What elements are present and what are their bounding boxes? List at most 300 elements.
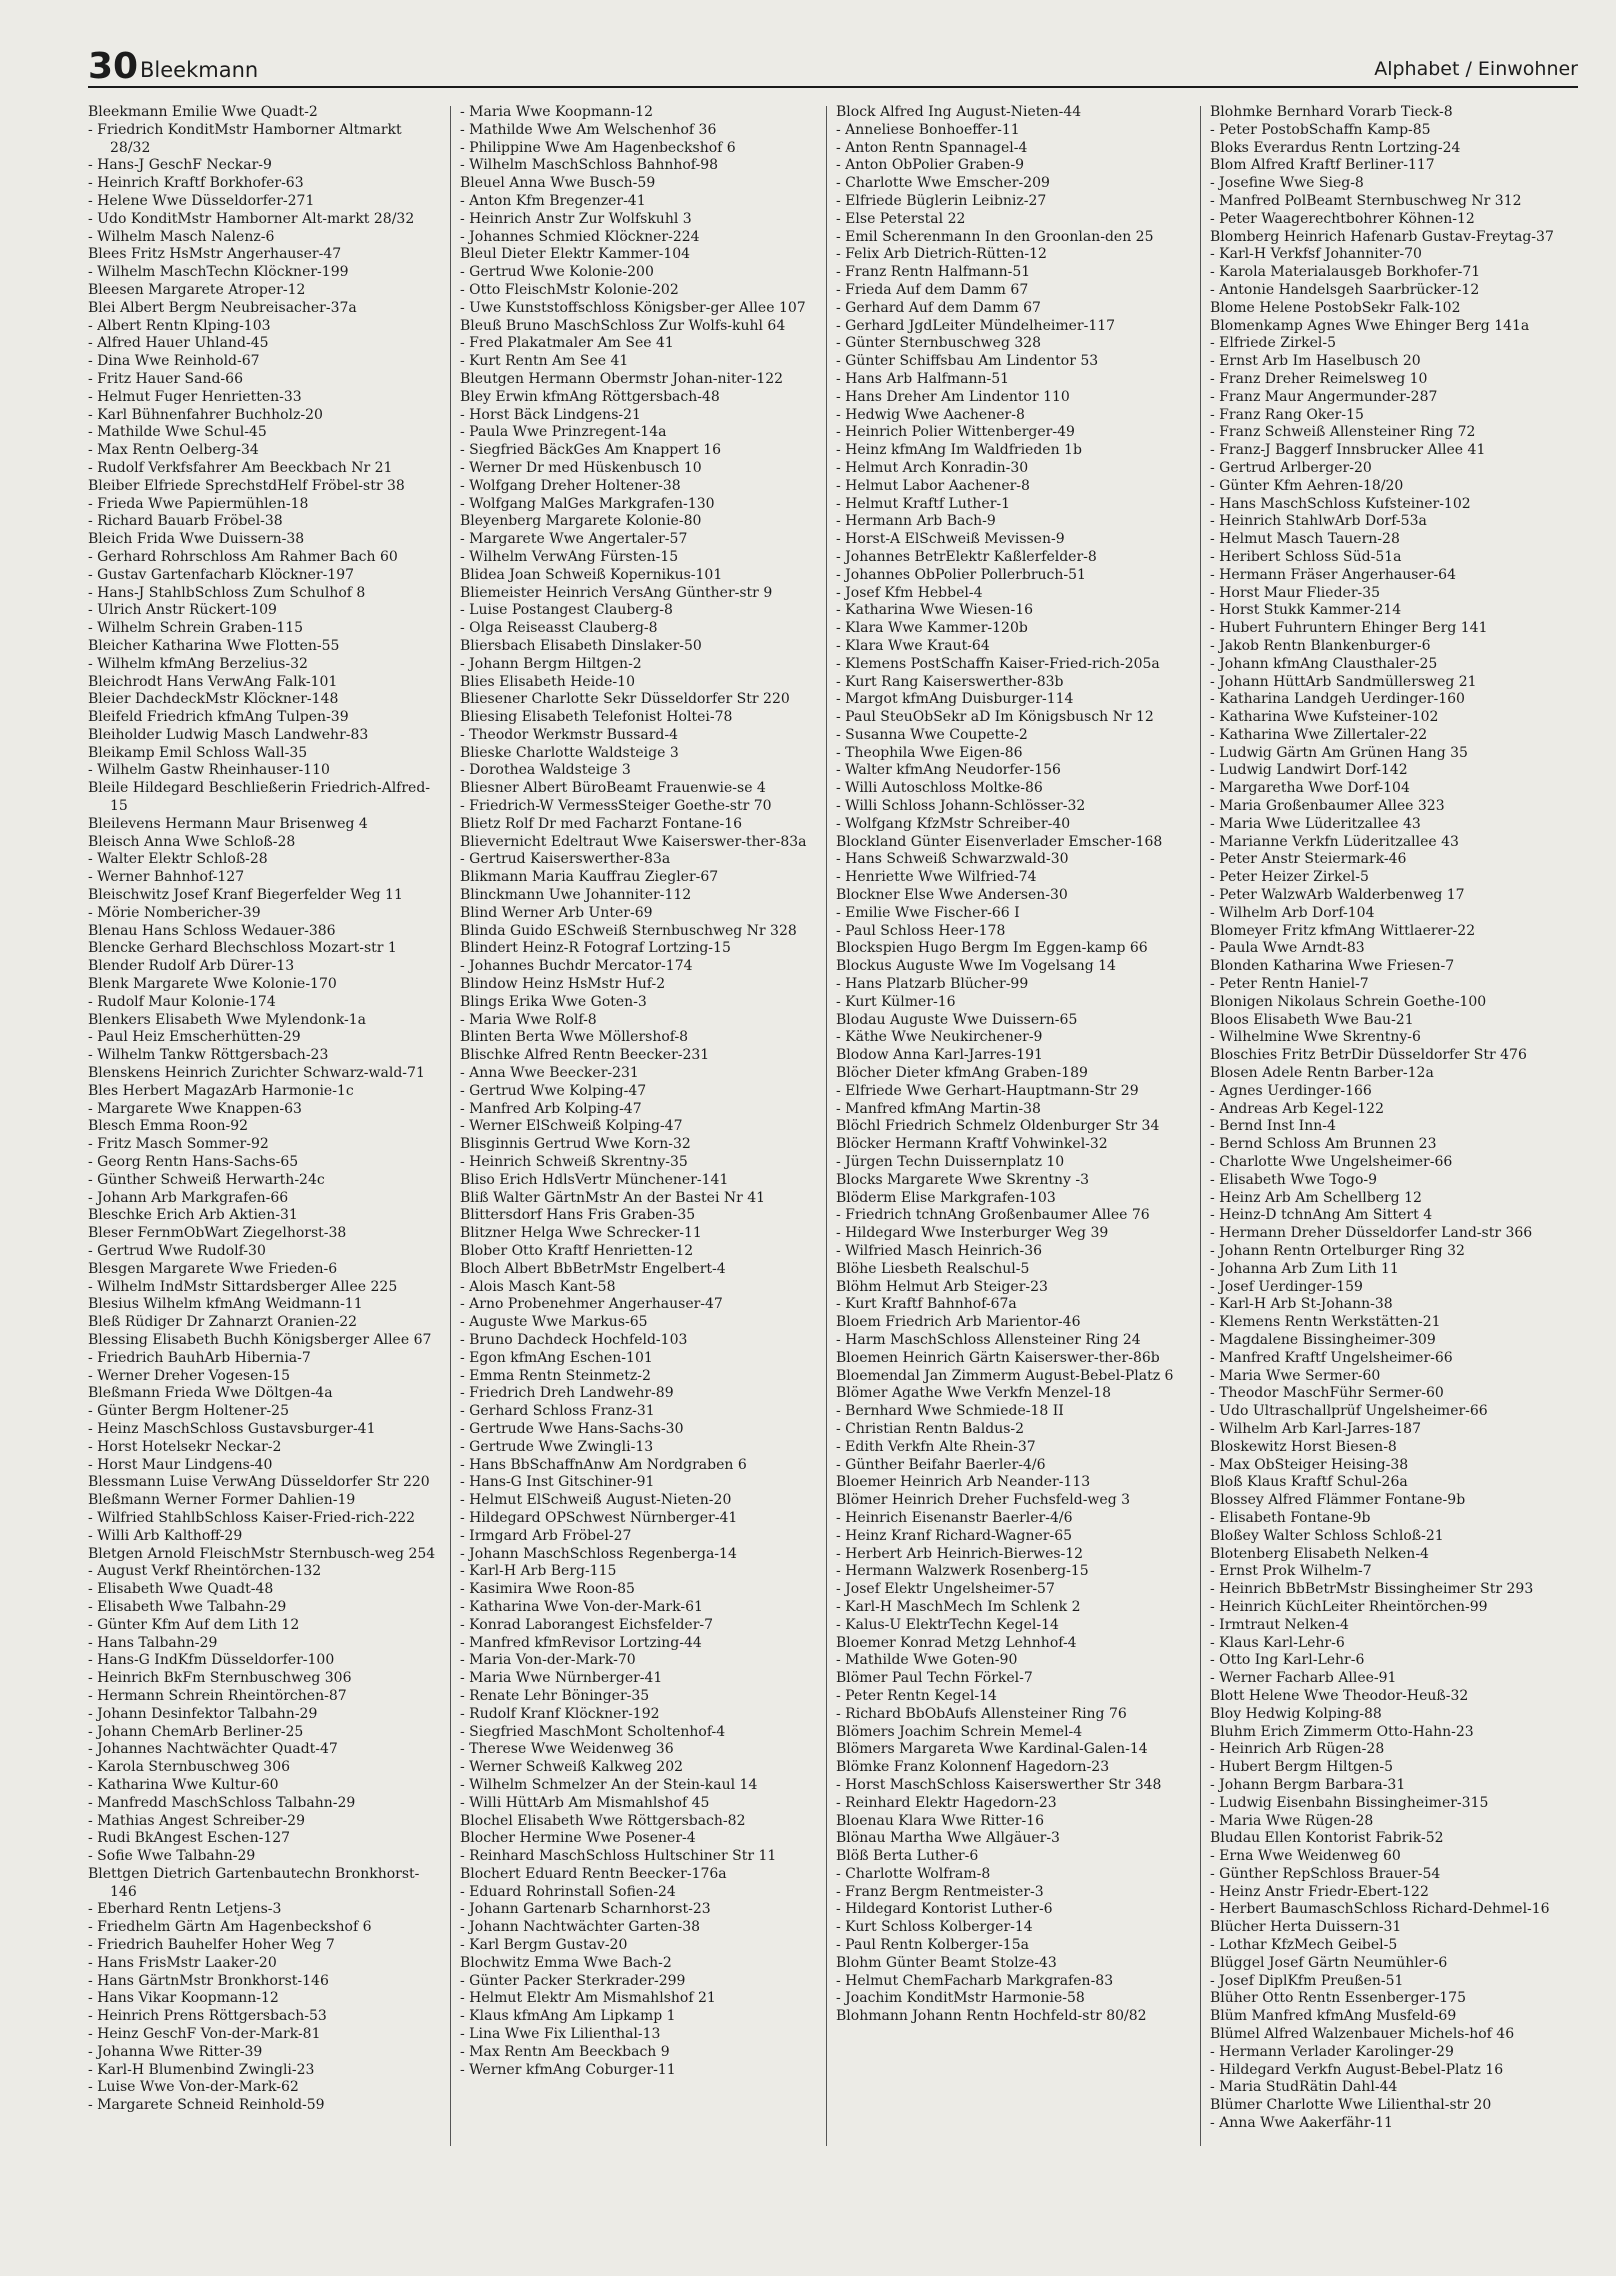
directory-entry: - Gerhard Rohrschloss Am Rahmer Bach 60	[88, 548, 398, 565]
directory-entry: - Franz Rentn Halfmann-51	[836, 264, 1031, 281]
directory-entry: Blober Otto Kraftf Henrietten-12	[460, 1243, 694, 1259]
directory-entry: Blitzner Helga Wwe Schrecker-11	[460, 1225, 702, 1242]
directory-entry: Blisginnis Gertrud Wwe Korn-32	[460, 1136, 691, 1153]
directory-entry: - Hans FrisMstr Laaker-20	[88, 1954, 277, 1971]
directory-entry: - Hans Vikar Koopmann-12	[88, 1990, 279, 2007]
directory-entry: Blenskens Heinrich Zurichter Schwarz-wald-71	[88, 1065, 425, 1082]
directory-entry: Bleiholder Ludwig Masch Landwehr-83	[88, 726, 369, 743]
directory-entry: - Manfred PolBeamt Sternbuschweg Nr 312	[1210, 192, 1522, 209]
directory-entry: Blohm Günter Beamt Stolze-43	[836, 1954, 1057, 1971]
directory-entry: - Horst Bäck Lindgens-21	[460, 406, 641, 423]
directory-entry: Blomeyer Fritz kfmAng Wittlaerer-22	[1210, 922, 1476, 939]
directory-entry: - Helmut Fuger Henrietten-33	[88, 388, 302, 405]
directory-entry: Bloem Friedrich Arb Marientor-46	[836, 1314, 1081, 1331]
directory-entry: - Wilhelm IndMstr Sittardsberger Allee 225	[88, 1278, 398, 1295]
directory-entry: - Josef Uerdinger-159	[1210, 1278, 1363, 1295]
directory-entry: - Heinrich Prens Röttgersbach-53	[88, 2008, 327, 2025]
directory-entry: - Günter Sternbuschweg 328	[836, 335, 1042, 352]
directory-entry: Blohmke Bernhard Vorarb Tieck-8	[1210, 104, 1453, 120]
directory-entry: - Margarete Schneid Reinhold-59	[88, 2097, 325, 2114]
directory-entry: - Johann Desinfektor Talbahn-29	[88, 1705, 318, 1722]
directory-entry: Bleich Frida Wwe Duissern-38	[88, 531, 305, 548]
directory-entry: - Kurt Rang Kaiserswerther-83b	[836, 673, 1064, 690]
directory-entry: - Hans GärtnMstr Bronkhorst-146	[88, 1972, 329, 1989]
directory-entry: - Richard Bauarb Fröbel-38	[88, 513, 283, 530]
directory-entry: Blischke Alfred Rentn Beecker-231	[460, 1047, 710, 1064]
directory-entry: - Wilhelm Masch Nalenz-6	[88, 228, 275, 245]
directory-entry: - Hans Platzarb Blücher-99	[836, 976, 1029, 993]
directory-entry: - Rudi BkAngest Eschen-127	[88, 1830, 291, 1847]
directory-entry: - Heinrich BbBetrMstr Bissingheimer Str 293	[1210, 1581, 1534, 1598]
directory-entry: - Wilhelmine Wwe Skrentny-6	[1210, 1029, 1421, 1046]
directory-entry: Bleßmann Frieda Wwe Döltgen-4a	[88, 1385, 333, 1402]
directory-entry: - Wilhelm MaschTechn Klöckner-199	[88, 264, 349, 281]
directory-entry: - Gertrude Wwe Zwingli-13	[460, 1438, 654, 1455]
directory-entry: - Helmut Elektr Am Mismahlshof 21	[460, 1990, 716, 2007]
directory-entry: - Peter Heizer Zirkel-5	[1210, 869, 1369, 886]
directory-entry: Bleß Rüdiger Dr Zahnarzt Oranien-22	[88, 1314, 358, 1331]
directory-entry: - Johann Bergm Barbara-31	[1210, 1776, 1406, 1793]
directory-entry: - Margarete Wwe Angertaler-57	[460, 531, 688, 548]
directory-entry: Blöcker Hermann Kraftf Vohwinkel-32	[836, 1136, 1108, 1153]
directory-entry: Bliemeister Heinrich VersAng Günther-str 9	[460, 584, 773, 601]
directory-entry: - Irmgard Arb Fröbel-27	[460, 1527, 632, 1544]
directory-entry: - Olga Reiseasst Clauberg-8	[460, 620, 658, 637]
directory-entry: - Johann ChemArb Berliner-25	[88, 1723, 304, 1740]
directory-entry: - Theodor Werkmstr Bussard-4	[460, 726, 679, 743]
directory-entry: - Philippine Wwe Am Hagenbeckshof 6	[460, 139, 736, 156]
directory-entry: - Horst Maur Flieder-35	[1210, 584, 1381, 601]
directory-entry: Bleiber Elfriede SprechstdHelf Fröbel-str 38	[88, 477, 405, 494]
directory-entry: Bleuß Bruno MaschSchloss Zur Wolfs-kuhl 64	[460, 317, 786, 334]
directory-entry: - Hildegard Verkfn August-Bebel-Platz 16	[1210, 2061, 1504, 2078]
directory-entry: - Heinrich Polier Wittenberger-49	[836, 424, 1075, 441]
directory-entry: - Hermann Dreher Düsseldorfer Land-str 366	[1210, 1225, 1533, 1242]
directory-entry: - Charlotte Wolfram-8	[836, 1865, 991, 1882]
directory-entry: - Heinz Arb Am Schellberg 12	[1210, 1189, 1422, 1206]
directory-entry: - Frieda Auf dem Damm 67	[836, 281, 1029, 298]
directory-entry: Blömers Margareta Wwe Kardinal-Galen-14	[836, 1741, 1148, 1758]
directory-entry: - Heinz Anstr Friedr-Ebert-122	[1210, 1883, 1429, 1900]
directory-entry: - Paul Rentn Kolberger-15a	[836, 1937, 1029, 1954]
directory-entry: - Margaretha Wwe Dorf-104	[1210, 780, 1410, 797]
directory-entry: Blöhm Helmut Arb Steiger-23	[836, 1278, 1048, 1295]
directory-entry: - Gerhard Auf dem Damm 67	[836, 299, 1041, 316]
directory-entry: Blinda Guido ESchweiß Sternbuschweg Nr 328	[460, 922, 797, 939]
directory-entry: Blömers Joachim Schrein Memel-4	[836, 1723, 1083, 1740]
directory-entry: - Hans MaschSchloss Kufsteiner-102	[1210, 495, 1471, 512]
directory-entry: - Johann HüttArb Sandmüllersweg 21	[1210, 673, 1477, 690]
directory-entry: - Kalus-U ElektrTechn Kegel-14	[836, 1616, 1059, 1633]
directory-entry: - Theophila Wwe Eigen-86	[836, 744, 1023, 761]
directory-entry: - Maria Großenbaumer Allee 323	[1210, 798, 1445, 815]
directory-entry: - Johannes Buchdr Mercator-174	[460, 958, 693, 975]
directory-entry: - Helmut Labor Aachener-8	[836, 477, 1030, 494]
directory-entry: - Peter Rentn Kegel-14	[836, 1687, 997, 1704]
directory-entry: - Bernd Inst Inn-4	[1210, 1118, 1336, 1135]
directory-entry: - Horst-A ElSchweiß Mevissen-9	[836, 531, 1065, 548]
directory-entry: - Hans-J GeschF Neckar-9	[88, 157, 272, 174]
directory-entry: - Fritz Masch Sommer-92	[88, 1136, 269, 1153]
directory-entry: - Karl-H Verkfsf Johanniter-70	[1210, 246, 1422, 263]
directory-entry: - Otto Ing Karl-Lehr-6	[1210, 1652, 1365, 1669]
directory-entry: - Wilfried StahlbSchloss Kaiser-Fried-rich-222	[88, 1509, 416, 1526]
directory-entry: - Max ObSteiger Heising-38	[1210, 1456, 1409, 1473]
directory-entry: Bleisch Anna Wwe Schloß-28	[88, 833, 296, 850]
directory-entry: - Franz Rang Oker-15	[1210, 406, 1364, 423]
directory-entry: - Rudolf Kranf Klöckner-192	[460, 1705, 660, 1722]
directory-entry: - Johann Gartenarb Scharnhorst-23	[460, 1901, 711, 1918]
directory-entry: - Max Rentn Oelberg-34	[88, 442, 259, 459]
directory-entry: Blümer Charlotte Wwe Lilienthal-str 20	[1210, 2097, 1492, 2114]
directory-entry: - Wolfgang MalGes Markgrafen-130	[460, 495, 715, 512]
directory-entry: - Karl-H Arb Berg-115	[460, 1563, 617, 1580]
directory-entry: - Renate Lehr Böninger-35	[460, 1687, 650, 1704]
directory-entry: - Paula Wwe Arndt-83	[1210, 940, 1365, 957]
directory-entry: - Werner ElSchweiß Kolping-47	[460, 1118, 683, 1135]
directory-entry: Bloß Klaus Kraftf Schul-26a	[1210, 1474, 1408, 1491]
directory-entry: - Reinhard Elektr Hagedorn-23	[836, 1794, 1057, 1811]
directory-entry: - Wilhelm Gastw Rheinhauser-110	[88, 762, 330, 779]
directory-entry: - Josef Kfm Hebbel-4	[836, 584, 983, 601]
directory-entry: - Manfred Kraftf Ungelsheimer-66	[1210, 1349, 1453, 1366]
directory-entry: - Heinrich Kraftf Borkhofer-63	[88, 175, 304, 192]
directory-entry: - Harm MaschSchloss Allensteiner Ring 24	[836, 1331, 1141, 1348]
directory-entry: - Heinrich Arb Rügen-28	[1210, 1741, 1385, 1758]
directory-entry: - Paul SteuObSekr aD Im Königsbusch Nr 12	[836, 709, 1154, 726]
directory-entry: - Maria StudRätin Dahl-44	[1210, 2079, 1398, 2096]
directory-entry: - Hans Dreher Am Lindentor 110	[836, 388, 1070, 405]
directory-entry: - Friedrich tchnAng Großenbaumer Allee 76	[836, 1207, 1150, 1224]
directory-entry: - Günther RepSchloss Brauer-54	[1210, 1865, 1441, 1882]
directory-entry: Bleier DachdeckMstr Klöckner-148	[88, 691, 339, 708]
directory-entry: - Paul Schloss Heer-178	[836, 922, 1006, 939]
directory-entry: - Mathias Angest Schreiber-29	[88, 1812, 305, 1829]
directory-entry: - Maria Von-der-Mark-70	[460, 1652, 636, 1669]
directory-entry: Bloemen Heinrich Gärtn Kaiserswer-ther-86b	[836, 1349, 1160, 1366]
directory-entry: - Friedhelm Gärtn Am Hagenbeckshof 6	[88, 1919, 372, 1936]
column-2	[460, 104, 816, 2254]
directory-entry: - Elisabeth Wwe Quadt-48	[88, 1581, 274, 1598]
directory-entry: Blodow Anna Karl-Jarres-191	[836, 1047, 1043, 1064]
directory-entry: - Peter Rentn Haniel-7	[1210, 976, 1369, 993]
directory-entry: - Karola Sternbuschweg 306	[88, 1759, 291, 1776]
directory-entry: Blockspien Hugo Bergm Im Eggen-kamp 66	[836, 940, 1148, 957]
directory-entry: - Katharina Wwe Wiesen-16	[836, 602, 1034, 619]
directory-entry: - Maria Wwe Rolf-8	[460, 1011, 597, 1028]
directory-entry: - Katharina Wwe Zillertaler-22	[1210, 726, 1428, 743]
directory-entry: - Ludwig Eisenbahn Bissingheimer-315	[1210, 1794, 1489, 1811]
directory-entry: - Peter Anstr Steiermark-46	[1210, 851, 1407, 868]
directory-entry: - Andreas Arb Kegel-122	[1210, 1100, 1384, 1117]
directory-entry: Blüher Otto Rentn Essenberger-175	[1210, 1990, 1466, 2007]
directory-entry: - Heinrich Eisenanstr Baerler-4/6	[836, 1509, 1073, 1526]
directory-entry: Blenk Margarete Wwe Kolonie-170	[88, 976, 337, 993]
directory-entry: Bliesner Albert BüroBeamt Frauenwie-se 4	[460, 780, 766, 797]
directory-entry: - Johann Nachtwächter Garten-38	[460, 1919, 701, 1936]
directory-entry: Bloemendal Jan Zimmerm August-Bebel-Platz 6	[836, 1367, 1174, 1384]
directory-entry: - Kurt Rentn Am See 41	[460, 353, 629, 370]
directory-entry: - Gerhard JgdLeiter Mündelheimer-117	[836, 317, 1116, 334]
directory-entry: Blidea Joan Schweiß Kopernikus-101	[460, 566, 723, 583]
directory-entry: Blessing Elisabeth Buchh Königsberger Allee 67	[88, 1331, 432, 1348]
directory-entry: Blodau Auguste Wwe Duissern-65	[836, 1011, 1078, 1028]
directory-entry: - Günter Schiffsbau Am Lindentor 53	[836, 353, 1099, 370]
directory-entry: Blocks Margarete Wwe Skrentny -3	[836, 1171, 1089, 1188]
directory-entry: Blome Helene PostobSekr Falk-102	[1210, 299, 1461, 316]
directory-entry: - Antonie Handelsgeh Saarbrücker-12	[1210, 281, 1480, 298]
directory-entry: - Friedrich BauhArb Hibernia-7	[88, 1349, 311, 1366]
directory-entry: - Wolfgang Dreher Holtener-38	[460, 477, 681, 494]
directory-entry: - Herbert BaumaschSchloss Richard-Dehmel-16	[1210, 1901, 1550, 1918]
directory-entry: - Manfred Arb Kolping-47	[460, 1100, 642, 1117]
directory-entry: - Günter Bergm Holtener-25	[88, 1403, 289, 1420]
directory-entry: - Günther Beifahr Baerler-4/6	[836, 1456, 1046, 1473]
directory-entry: - Udo KonditMstr Hamborner Alt-markt 28/32	[88, 210, 415, 227]
directory-entry: Blessmann Luise VerwAng Düsseldorfer Str 220	[88, 1474, 430, 1491]
directory-entry: - Anton Rentn Spannagel-4	[836, 139, 1028, 156]
directory-entry: - Rudolf Verkfsfahrer Am Beeckbach Nr 21	[88, 459, 393, 476]
directory-entry: - Magdalene Bissingheimer-309	[1210, 1331, 1436, 1348]
directory-entry: - Hermann Arb Bach-9	[836, 513, 996, 530]
directory-entry: - Willi HüttArb Am Mismahlshof 45	[460, 1794, 710, 1811]
directory-entry: - Willi Schloss Johann-Schlösser-32	[836, 798, 1086, 815]
directory-entry: - Margot kfmAng Duisburger-114	[836, 691, 1074, 708]
directory-entry: - Wilhelm Arb Karl-Jarres-187	[1210, 1420, 1421, 1437]
directory-entry: Blenau Hans Schloss Wedauer-386	[88, 922, 336, 939]
directory-entry: Bleichrodt Hans VerwAng Falk-101	[88, 673, 338, 690]
directory-entry: - Anna Wwe Aakerfähr-11	[1210, 2115, 1393, 2132]
directory-entry: Bliersbach Elisabeth Dinslaker-50	[460, 637, 702, 654]
directory-entry: - Manfredd MaschSchloss Talbahn-29	[88, 1794, 356, 1811]
directory-entry: Blindert Heinz-R Fotograf Lortzing-15	[460, 940, 731, 957]
directory-entry: - Friedrich-W VermessSteiger Goethe-str 70	[460, 798, 772, 815]
directory-entry: Blings Erika Wwe Goten-3	[460, 993, 647, 1010]
directory-entry: - Emilie Wwe Fischer-66 I	[836, 904, 1020, 921]
directory-entry: - Josef Elektr Ungelsheimer-57	[836, 1581, 1055, 1598]
running-head-name: Bleekmann	[140, 58, 259, 82]
directory-entry: - Helmut ElSchweiß August-Nieten-20	[460, 1492, 732, 1509]
directory-entry: Blesch Emma Roon-92	[88, 1118, 249, 1135]
directory-entry: Blesgen Margarete Wwe Frieden-6	[88, 1260, 338, 1277]
directory-entry: - Wilhelm MaschSchloss Bahnhof-98	[460, 157, 719, 174]
directory-entry: - Heinz GeschF Von-der-Mark-81	[88, 2026, 321, 2043]
directory-entry: - Willi Arb Kalthoff-29	[88, 1527, 243, 1544]
directory-entry: Blomberg Heinrich Hafenarb Gustav-Freytag-37	[1210, 228, 1554, 245]
directory-entry: - Kurt Külmer-16	[836, 993, 956, 1010]
directory-entry: - Klemens Rentn Werkstätten-21	[1210, 1314, 1441, 1331]
directory-entry: - Siegfried MaschMont Scholtenhof-4	[460, 1723, 726, 1740]
directory-entry: - Mörie Nombericher-39	[88, 904, 261, 921]
directory-entry: - Heinrich Schweiß Skrentny-35	[460, 1154, 688, 1171]
directory-entry: Bliesener Charlotte Sekr Düsseldorfer Str 220	[460, 691, 790, 708]
directory-entry: - Jakob Rentn Blankenburger-6	[1210, 637, 1431, 654]
directory-entry: - Maria Wwe Koopmann-12	[460, 104, 654, 120]
directory-entry: - Heinz-D tchnAng Am Sittert 4	[1210, 1207, 1433, 1224]
directory-entry: Blikmann Maria Kauffrau Ziegler-67	[460, 869, 719, 886]
directory-entry: - Dina Wwe Reinhold-67	[88, 353, 260, 370]
directory-entry: - Friedrich Dreh Landwehr-89	[460, 1385, 674, 1402]
directory-entry: - Richard BbObAufs Allensteiner Ring 76	[836, 1705, 1127, 1722]
directory-entry: Blonigen Nikolaus Schrein Goethe-100	[1210, 993, 1487, 1010]
directory-entry: - Heinz MaschSchloss Gustavsburger-41	[88, 1420, 376, 1437]
directory-entry: Blockner Else Wwe Andersen-30	[836, 887, 1068, 904]
directory-entry: Bleekmann Emilie Wwe Quadt-2	[88, 104, 318, 120]
directory-entry: - Ulrich Anstr Rückert-109	[88, 602, 277, 619]
directory-entry: Blietz Rolf Dr med Facharzt Fontane-16	[460, 815, 743, 832]
directory-entry: - Fritz Hauer Sand-66	[88, 370, 243, 387]
directory-entry: Blohmann Johann Rentn Hochfeld-str 80/82	[836, 2008, 1147, 2025]
directory-entry: - Werner kfmAng Coburger-11	[460, 2061, 676, 2078]
directory-entry: - Egon kfmAng Eschen-101	[460, 1349, 653, 1366]
directory-entry: - Hans Schweiß Schwarzwald-30	[836, 851, 1069, 868]
directory-entry: - Hermann Verlader Karolinger-29	[1210, 2043, 1454, 2060]
directory-entry: - Kurt Schloss Kolberger-14	[836, 1919, 1033, 1936]
directory-entry: Bloßey Walter Schloss Schloß-21	[1210, 1527, 1444, 1544]
directory-entry: - Hermann Walzwerk Rosenberg-15	[836, 1563, 1089, 1580]
directory-entry: - Marianne Verkfn Lüderitzallee 43	[1210, 833, 1459, 850]
directory-entry: Blotenberg Elisabeth Nelken-4	[1210, 1545, 1429, 1562]
directory-entry: Bleschke Erich Arb Aktien-31	[88, 1207, 298, 1224]
directory-entry: - Ludwig Landwirt Dorf-142	[1210, 762, 1408, 779]
directory-entry: - Luise Wwe Von-der-Mark-62	[88, 2079, 299, 2096]
directory-entry: - Anna Wwe Beecker-231	[460, 1065, 639, 1082]
directory-entry: - Josef DiplKfm Preußen-51	[1210, 1972, 1404, 1989]
directory-entry: - Helene Wwe Düsseldorfer-271	[88, 192, 315, 209]
directory-entry: - Heinrich KüchLeiter Rheintörchen-99	[1210, 1598, 1488, 1615]
directory-entry: - Irmtraut Nelken-4	[1210, 1616, 1349, 1633]
directory-entry: - Eberhard Rentn Letjens-3	[88, 1901, 282, 1918]
directory-entry: Blittersdorf Hans Fris Graben-35	[460, 1207, 696, 1224]
directory-entry: Blott Helene Wwe Theodor-Heuß-32	[1210, 1687, 1469, 1704]
directory-entry: - Gertrud Wwe Kolping-47	[460, 1082, 647, 1099]
directory-entry: Blomenkamp Agnes Wwe Ehinger Berg 141a	[1210, 317, 1530, 334]
directory-entry: - Christian Rentn Baldus-2	[836, 1420, 1025, 1437]
directory-entry: - Katharina Wwe Kultur-60	[88, 1776, 279, 1793]
directory-entry: - Günther Schweiß Herwarth-24c	[88, 1171, 325, 1188]
directory-entry: Bliesing Elisabeth Telefonist Holtei-78	[460, 709, 733, 726]
directory-entry: - Elisabeth Wwe Togo-9	[1210, 1171, 1378, 1188]
directory-entry: Bloch Albert BbBetrMstr Engelbert-4	[460, 1260, 726, 1277]
directory-entry: - Katharina Wwe Kufsteiner-102	[1210, 709, 1439, 726]
directory-entry: Bleesen Margarete Atroper-12	[88, 281, 306, 298]
directory-entry: Blesius Wilhelm kfmAng Weidmann-11	[88, 1296, 363, 1313]
directory-entry: - Manfred kfmRevisor Lortzing-44	[460, 1634, 702, 1651]
column-divider	[826, 106, 827, 2146]
directory-entry: Bleßmann Werner Former Dahlien-19	[88, 1492, 356, 1509]
directory-entry: Bloemer Heinrich Arb Neander-113	[836, 1474, 1091, 1491]
directory-entry: Blümel Alfred Walzenbauer Michels-hof 46	[1210, 2026, 1515, 2043]
directory-entry: Blömer Agathe Wwe Verkfn Menzel-18	[836, 1385, 1112, 1402]
directory-entry: Blöchl Friedrich Schmelz Oldenburger Str 34	[836, 1118, 1160, 1135]
directory-entry: Bludau Ellen Kontorist Fabrik-52	[1210, 1830, 1444, 1847]
directory-entry: - Heinz Kranf Richard-Wagner-65	[836, 1527, 1073, 1544]
directory-entry: - Ludwig Gärtn Am Grünen Hang 35	[1210, 744, 1468, 761]
directory-entry: Bloschies Fritz BetrDir Düsseldorfer Str 476	[1210, 1047, 1527, 1064]
directory-entry: - Emil Scherenmann In den Groonlan-den 25	[836, 228, 1154, 245]
directory-entry: - Gertrude Wwe Hans-Sachs-30	[460, 1420, 684, 1437]
directory-entry: Blinten Berta Wwe Möllershof-8	[460, 1029, 689, 1046]
directory-entry: - Mathilde Wwe Am Welschenhof 36	[460, 121, 717, 138]
directory-entry: - Jürgen Techn Duissernplatz 10	[836, 1154, 1065, 1171]
directory-entry: - Horst MaschSchloss Kaiserswerther Str 348	[836, 1776, 1162, 1793]
directory-entry: Blender Rudolf Arb Dürer-13	[88, 958, 295, 975]
directory-entry: - Käthe Wwe Neukirchener-9	[836, 1029, 1043, 1046]
directory-entry: - Josefine Wwe Sieg-8	[1210, 175, 1364, 192]
directory-entry: - Gertrud Kaiserswerther-83a	[460, 851, 671, 868]
directory-entry: - Maria Wwe Sermer-60	[1210, 1367, 1381, 1384]
directory-entry: - Bernhard Wwe Schmiede-18 II	[836, 1403, 1064, 1420]
directory-entry: Blind Werner Arb Unter-69	[460, 904, 653, 921]
directory-entry: - Günter Packer Sterkrader-299	[460, 1972, 686, 1989]
directory-entry: - Ernst Arb Im Haselbusch 20	[1210, 353, 1421, 370]
directory-entry: Blettgen Dietrich Gartenbautechn Bronkhorst-146	[88, 1865, 420, 1900]
directory-entry: - Eduard Rohrinstall Sofien-24	[460, 1883, 676, 1900]
directory-entry: Bloemer Konrad Metzg Lehnhof-4	[836, 1634, 1077, 1651]
directory-entry: - Therese Wwe Weidenweg 36	[460, 1741, 674, 1758]
directory-entry: - Agnes Uerdinger-166	[1210, 1082, 1372, 1099]
directory-entry: - Katharina Landgeh Uerdinger-160	[1210, 691, 1465, 708]
directory-entry: - Klara Wwe Kammer-120b	[836, 620, 1028, 637]
directory-entry: - Luise Postangest Clauberg-8	[460, 602, 673, 619]
directory-entry: - Hans Talbahn-29	[88, 1634, 218, 1651]
directory-entry: Bloenau Klara Wwe Ritter-16	[836, 1812, 1044, 1829]
directory-entry: - Karl-H Blumenbind Zwingli-23	[88, 2061, 315, 2078]
directory-entry: - Johanna Arb Zum Lith 11	[1210, 1260, 1399, 1277]
directory-entry: - Hildegard OPSchwest Nürnberger-41	[460, 1509, 738, 1526]
directory-entry: - Wilhelm kfmAng Berzelius-32	[88, 655, 308, 672]
directory-entry: - Johannes Nachtwächter Quadt-47	[88, 1741, 338, 1758]
directory-entry: - Maria Wwe Nürnberger-41	[460, 1670, 663, 1687]
directory-entry: - Werner Dr med Hüskenbusch 10	[460, 459, 702, 476]
directory-entry: - Elfriede Büglerin Leibniz-27	[836, 192, 1047, 209]
directory-entry: Bleuel Anna Wwe Busch-59	[460, 175, 656, 192]
directory-entry: - Paula Wwe Prinzregent-14a	[460, 424, 667, 441]
directory-entry: - Friedrich Bauhelfer Hoher Weg 7	[88, 1937, 335, 1954]
directory-entry: Blees Fritz HsMstr Angerhauser-47	[88, 246, 342, 263]
directory-entry: Blinckmann Uwe Johanniter-112	[460, 887, 692, 904]
directory-entry: - Alfred Hauer Uhland-45	[88, 335, 269, 352]
directory-entry: - Lina Wwe Fix Lilienthal-13	[460, 2026, 661, 2043]
directory-entry: - Charlotte Wwe Ungelsheimer-66	[1210, 1154, 1453, 1171]
directory-entry: - Hubert Fuhruntern Ehinger Berg 141	[1210, 620, 1488, 637]
directory-entry: - Rudolf Maur Kolonie-174	[88, 993, 276, 1010]
directory-entry: - Johannes Schmied Klöckner-224	[460, 228, 700, 245]
directory-entry: Blöhe Liesbeth Realschul-5	[836, 1260, 1030, 1277]
directory-entry: Blochel Elisabeth Wwe Röttgersbach-82	[460, 1812, 746, 1829]
directory-entry: - Franz-J Baggerf Innsbrucker Allee 41	[1210, 442, 1486, 459]
directory-entry: Blonden Katharina Wwe Friesen-7	[1210, 958, 1455, 975]
directory-entry: Blei Albert Bergm Neubreisacher-37a	[88, 299, 357, 316]
directory-entry: Blies Elisabeth Heide-10	[460, 673, 635, 690]
directory-entry: - Else Peterstal 22	[836, 210, 966, 227]
directory-entry: - Helmut Arch Konradin-30	[836, 459, 1029, 476]
directory-entry: - Wilhelm Schmelzer An der Stein-kaul 14	[460, 1776, 758, 1793]
directory-entry: - Hans-G Inst Gitschiner-91	[460, 1474, 655, 1491]
directory-entry: - Hildegard Wwe Insterburger Weg 39	[836, 1225, 1109, 1242]
directory-entry: - Susanna Wwe Coupette-2	[836, 726, 1028, 743]
directory-entry: - Katharina Wwe Von-der-Mark-61	[460, 1598, 703, 1615]
directory-entry: Blockus Auguste Wwe Im Vogelsang 14	[836, 958, 1116, 975]
directory-entry: - Reinhard MaschSchloss Hultschiner Str 11	[460, 1848, 777, 1865]
directory-entry: - Dorothea Waldsteige 3	[460, 762, 631, 779]
directory-entry: - Otto FleischMstr Kolonie-202	[460, 281, 679, 298]
directory-entry: - Günter Kfm Auf dem Lith 12	[88, 1616, 300, 1633]
directory-entry: - Elfriede Wwe Gerhart-Hauptmann-Str 29	[836, 1082, 1139, 1099]
directory-entry: - Hermann Fräser Angerhauser-64	[1210, 566, 1456, 583]
directory-entry: - Anton ObPolier Graben-9	[836, 157, 1025, 174]
directory-entry: - Georg Rentn Hans-Sachs-65	[88, 1154, 299, 1171]
